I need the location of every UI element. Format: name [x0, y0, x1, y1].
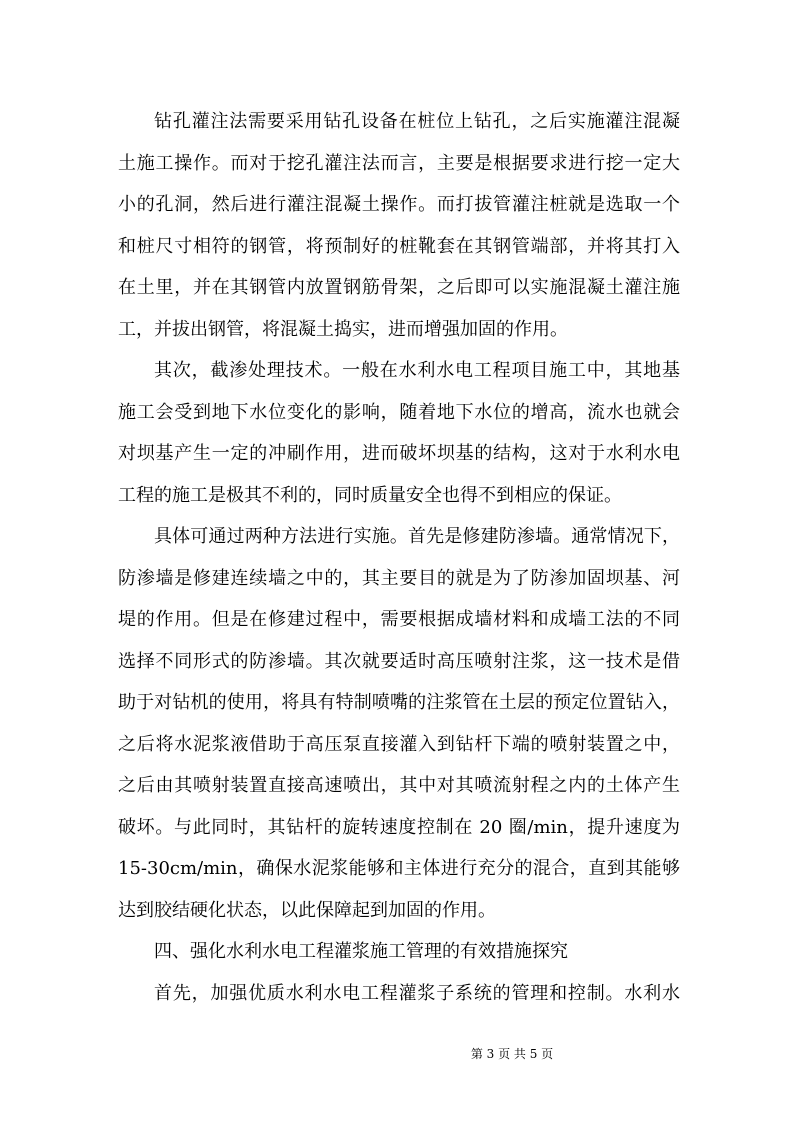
page-number: 第 3 页 共 5 页 — [470, 1047, 554, 1061]
text-line: 选择不同形式的防渗墙。其次就要适时高压喷射注浆，这一技术是借 — [118, 650, 680, 672]
paragraph-1 — [118, 101, 680, 350]
text-line: 其次，截渗处理技术。一般在水利水电工程项目施工中，其地基 — [154, 360, 680, 381]
text-line: 工程的施工是极其不利的，同时质量安全也得不到相应的保证。 — [118, 484, 622, 506]
text-line: 钻孔灌注法需要采用钻孔设备在桩位上钻孔，之后实施灌注混凝 — [154, 111, 680, 132]
text-line: 工，并拔出钢管，将混凝土捣实，进而增强加固的作用。 — [118, 318, 568, 340]
page-footer — [0, 1045, 794, 1062]
text-line: 小的孔洞，然后进行灌注混凝土操作。而打拔管灌注桩就是选取一个 — [118, 194, 680, 215]
text-line: 助于对钻机的使用，将具有特制喷嘴的注浆管在土层的预定位置钻入， — [118, 692, 680, 713]
body-text — [118, 101, 680, 1014]
heading-text: 四、强化水利水电工程灌浆施工管理的有效措施探究 — [154, 941, 568, 962]
text-line: 破坏。与此同时，其钻杆的旋转速度控制在 20 圈/min，提升速度为 — [118, 816, 680, 838]
paragraph-2 — [118, 350, 680, 516]
text-line: 施工会受到地下水位变化的影响，随着地下水位的增高，流水也就会 — [118, 401, 680, 423]
section-heading — [118, 931, 680, 973]
text-line: 达到胶结硬化状态，以此保障起到加固的作用。 — [118, 899, 496, 921]
text-line: 之后将水泥浆液借助于高压泵直接灌入到钻杆下端的喷射装置之中， — [118, 733, 680, 755]
text-line: 堤的作用。但是在修建过程中，需要根据成墙材料和成墙工法的不同 — [118, 609, 680, 630]
text-line: 15-30cm/min，确保水泥浆能够和主体进行充分的混合，直到其能够 — [118, 858, 680, 879]
text-line: 防渗墙是修建连续墙之中的，其主要目的就是为了防渗加固坝基、河 — [118, 567, 680, 589]
text-line: 土施工操作。而对于挖孔灌注法而言，主要是根据要求进行挖一定大 — [118, 152, 680, 174]
text-line: 之后由其喷射装置直接高速喷出，其中对其喷流射程之内的土体产生 — [118, 775, 680, 796]
paragraph-3 — [118, 516, 680, 931]
text-line: 在土里，并在其钢管内放置钢筋骨架，之后即可以实施混凝土灌注施 — [118, 277, 680, 298]
text-line: 具体可通过两种方法进行实施。首先是修建防渗墙。通常情况下， — [154, 526, 680, 547]
text-line: 首先，加强优质水利水电工程灌浆子系统的管理和控制。水利水 — [154, 982, 680, 1004]
paragraph-5 — [118, 973, 680, 1015]
text-line: 对坝基产生一定的冲刷作用，进而破坏坝基的结构，这对于水利水电 — [118, 443, 680, 464]
text-line: 和桩尺寸相符的钢管，将预制好的桩靴套在其钢管端部，并将其打入 — [118, 235, 680, 257]
